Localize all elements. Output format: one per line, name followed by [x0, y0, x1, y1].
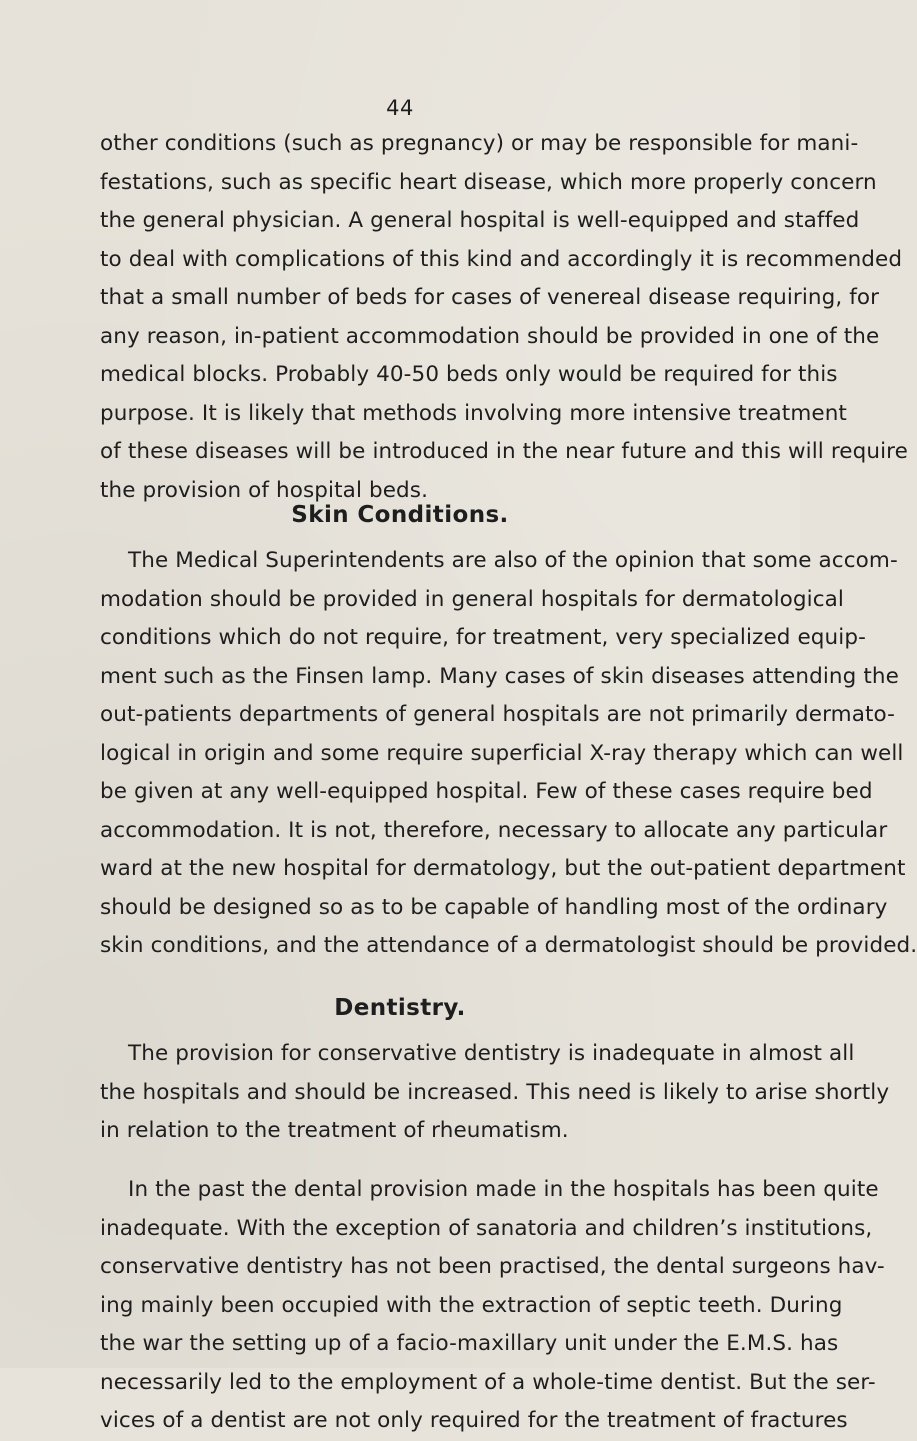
text-line: purpose. It is likely that methods involving more intensive treatment — [100, 400, 847, 426]
text-line: ward at the new hospital for dermatology, but the out-patient department — [100, 856, 906, 881]
page-number: 44 — [386, 96, 414, 120]
text-line: modation should be provided in general hospitals for dermatological — [100, 586, 844, 612]
text-line: accommodation. It is not, therefore, necessary to allocate any particular — [100, 817, 888, 843]
text-line: that a small number of beds for cases of venereal disease requiring, for — [100, 285, 880, 310]
text-line: out-patients departments of general hospitals are not primarily dermato- — [100, 702, 896, 727]
text-line: in relation to the treatment of rheumatism. — [100, 1118, 569, 1143]
text-line: other conditions (such as pregnancy) or may be responsible for mani- — [100, 131, 859, 156]
text-line: the provision of hospital beds. — [100, 477, 429, 503]
text-line: festations, such as specific heart disease, which more properly concern — [100, 169, 877, 195]
paragraph-conservative-dentistry — [100, 1035, 890, 1151]
text-line: conditions which do not require, for treatment, very specialized equip- — [100, 625, 866, 650]
text-line: necessarily led to the employment of a whole-time dentist. But the ser- — [100, 1369, 876, 1395]
text-line: the hospitals and should be increased. This need is likely to arise shortly — [100, 1079, 890, 1105]
section-heading-dentistry: Dentistry. — [334, 995, 466, 1021]
text-line: In the past the dental provision made in the hospitals has been quite — [128, 1177, 879, 1202]
text-line: logical in origin and some require superficial X-ray therapy which can well — [100, 740, 904, 766]
text-line: vices of a dentist are not only required for the treatment of fractures — [100, 1408, 848, 1433]
paragraph-skin-conditions — [100, 542, 917, 966]
text-line: ment such as the Finsen lamp. Many cases of skin diseases attending the — [100, 663, 899, 689]
text-line: inadequate. With the exception of sanatoria and children’s institutions, — [100, 1215, 873, 1241]
text-line: should be designed so as to be capable of handling most of the ordinary — [100, 894, 888, 920]
text-line: ing mainly been occupied with the extraction of septic teeth. During — [100, 1292, 843, 1318]
paragraph-venereal-disease — [100, 125, 908, 510]
paragraph-dental-provision — [100, 1171, 885, 1441]
text-line: be given at any well-equipped hospital. Few of these cases require bed — [100, 779, 873, 804]
text-line: of these diseases will be introduced in the near future and this will require — [100, 439, 908, 464]
section-heading-skin-conditions: Skin Conditions. — [291, 502, 509, 528]
text-line: skin conditions, and the attendance of a dermatologist should be provided. — [100, 933, 917, 958]
text-line: to deal with complications of this kind and accordingly it is recommended — [100, 246, 903, 272]
text-line: any reason, in-patient accommodation should be provided in one of the — [100, 323, 880, 349]
text-line: medical blocks. Probably 40-50 beds only would be required for this — [100, 362, 838, 387]
text-line: The Medical Superintendents are also of the opinion that some accom- — [128, 548, 898, 573]
text-line: conservative dentistry has not been practised, the dental surgeons hav- — [100, 1254, 885, 1279]
text-line: the war the setting up of a facio-maxillary unit under the E.M.S. has — [100, 1331, 839, 1356]
text-line: The provision for conservative dentistry is inadequate in almost all — [128, 1041, 855, 1066]
text-line: the general physician. A general hospital is well-equipped and staffed — [100, 208, 860, 233]
